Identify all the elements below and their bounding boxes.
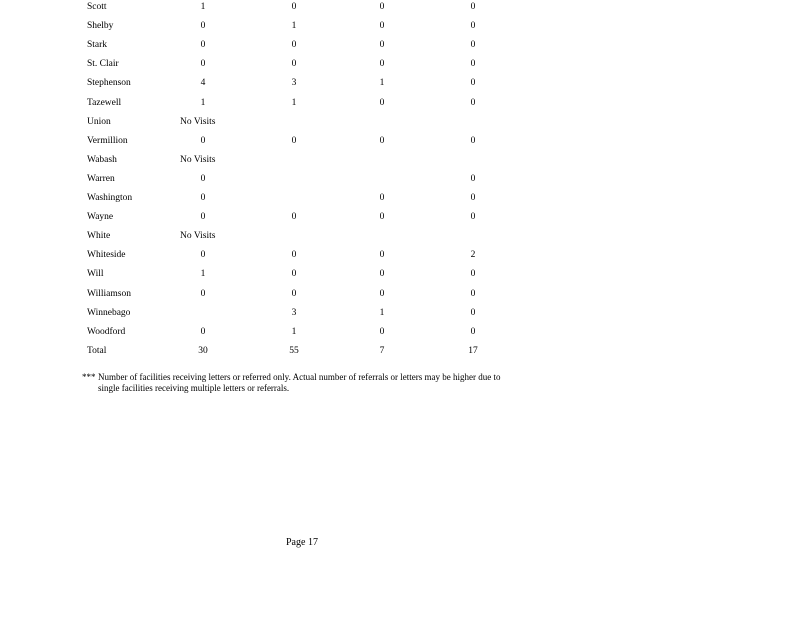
value-col-3: 0 [379, 326, 385, 337]
value-col-4: 0 [470, 269, 476, 280]
county-name: Shelby [87, 21, 114, 32]
value-col-4: 2 [470, 250, 476, 261]
page-number: Page 17 [286, 537, 318, 548]
value-col-1: 0 [200, 212, 206, 223]
county-name: Tazewell [87, 97, 122, 108]
value-col-2: 1 [291, 21, 297, 32]
value-col-3: 7 [379, 345, 385, 356]
value-col-4: 0 [470, 97, 476, 108]
county-name: White [87, 231, 111, 242]
value-col-1: 0 [200, 21, 206, 32]
value-col-4: 0 [470, 40, 476, 51]
table-row [0, 287, 800, 301]
value-col-4: 0 [470, 307, 476, 318]
value-col-1: 4 [200, 78, 206, 89]
value-col-3: 0 [379, 135, 385, 146]
county-name: Wayne [87, 212, 114, 223]
value-col-1: 0 [200, 288, 206, 299]
table-row [0, 96, 800, 110]
value-col-3: 0 [379, 193, 385, 203]
value-col-3: 0 [379, 59, 385, 70]
value-col-1: 1 [200, 2, 206, 12]
value-col-3: 0 [379, 212, 385, 223]
county-name: Woodford [87, 326, 126, 337]
value-col-4: 0 [470, 78, 476, 89]
county-name: Williamson [87, 288, 131, 299]
value-col-4: 0 [470, 2, 476, 12]
value-col-1: No Visits [180, 116, 216, 127]
table-row [0, 248, 800, 262]
value-col-3: 0 [379, 40, 385, 51]
value-col-4: 0 [470, 173, 476, 184]
table-row [0, 38, 800, 52]
value-col-1: 0 [200, 326, 206, 337]
table-row [0, 267, 800, 281]
county-name: Total [87, 345, 107, 356]
total-row [0, 344, 800, 358]
value-col-2: 0 [291, 250, 297, 261]
value-col-4: 0 [470, 59, 476, 70]
county-name: St. Clair [87, 59, 119, 70]
value-col-3: 0 [379, 21, 385, 32]
value-col-4: 0 [470, 326, 476, 337]
value-col-4: 17 [468, 345, 478, 356]
value-col-1: 0 [200, 250, 206, 261]
table-row [0, 325, 800, 339]
table-row [0, 76, 800, 90]
table-row [0, 134, 800, 148]
value-col-3: 1 [379, 78, 385, 89]
value-col-3: 0 [379, 269, 385, 280]
value-col-2: 0 [291, 2, 297, 12]
value-col-1: 1 [200, 269, 206, 280]
value-col-2: 0 [291, 40, 297, 51]
table-row [0, 57, 800, 71]
value-col-1: 0 [200, 173, 206, 184]
footnote-text: Number of facilities receiving letters or referred only. Actual number of referrals or letters may be higher due to single facilities receiving multiple letters or referrals. [98, 372, 501, 393]
table-row [0, 153, 800, 167]
value-col-1: 30 [198, 345, 208, 356]
value-col-1: 0 [200, 40, 206, 51]
county-name: Whiteside [87, 250, 126, 261]
table-row [0, 172, 800, 186]
value-col-4: 0 [470, 21, 476, 32]
table-row [0, 0, 800, 14]
county-name: Winnebago [87, 307, 131, 318]
county-name: Warren [87, 173, 115, 184]
table-row [0, 191, 800, 205]
county-name: Stark [87, 40, 108, 51]
county-name: Scott [87, 2, 107, 12]
value-col-1: 0 [200, 135, 206, 146]
value-col-1: 0 [200, 59, 206, 70]
value-col-2: 55 [289, 345, 299, 356]
table-row [0, 229, 800, 243]
value-col-2: 0 [291, 135, 297, 146]
table-row [0, 210, 800, 224]
value-col-3: 0 [379, 2, 385, 12]
value-col-4: 0 [470, 288, 476, 299]
value-col-3: 1 [379, 307, 385, 318]
value-col-4: 0 [470, 193, 476, 203]
county-name: Stephenson [87, 78, 131, 89]
county-name: Vermillion [87, 135, 128, 146]
value-col-2: 0 [291, 269, 297, 280]
table-row [0, 115, 800, 129]
value-col-1: No Visits [180, 231, 216, 242]
value-col-1: 1 [200, 97, 206, 108]
value-col-4: 0 [470, 212, 476, 223]
value-col-3: 0 [379, 97, 385, 108]
county-name: Washington [87, 193, 133, 203]
table-row [0, 306, 800, 320]
county-name: Will [87, 269, 104, 280]
value-col-2: 0 [291, 212, 297, 223]
table-row [0, 19, 800, 33]
value-col-3: 0 [379, 288, 385, 299]
footnote-mark: *** [82, 372, 96, 382]
value-col-1: No Visits [180, 154, 216, 165]
footnote [82, 372, 522, 394]
value-col-2: 3 [291, 78, 297, 89]
value-col-2: 0 [291, 288, 297, 299]
county-name: Union [87, 116, 111, 127]
value-col-2: 1 [291, 97, 297, 108]
county-name: Wabash [87, 154, 117, 165]
value-col-2: 3 [291, 307, 297, 318]
value-col-2: 1 [291, 326, 297, 337]
value-col-1: 0 [200, 193, 206, 203]
value-col-4: 0 [470, 135, 476, 146]
value-col-2: 0 [291, 59, 297, 70]
value-col-3: 0 [379, 250, 385, 261]
